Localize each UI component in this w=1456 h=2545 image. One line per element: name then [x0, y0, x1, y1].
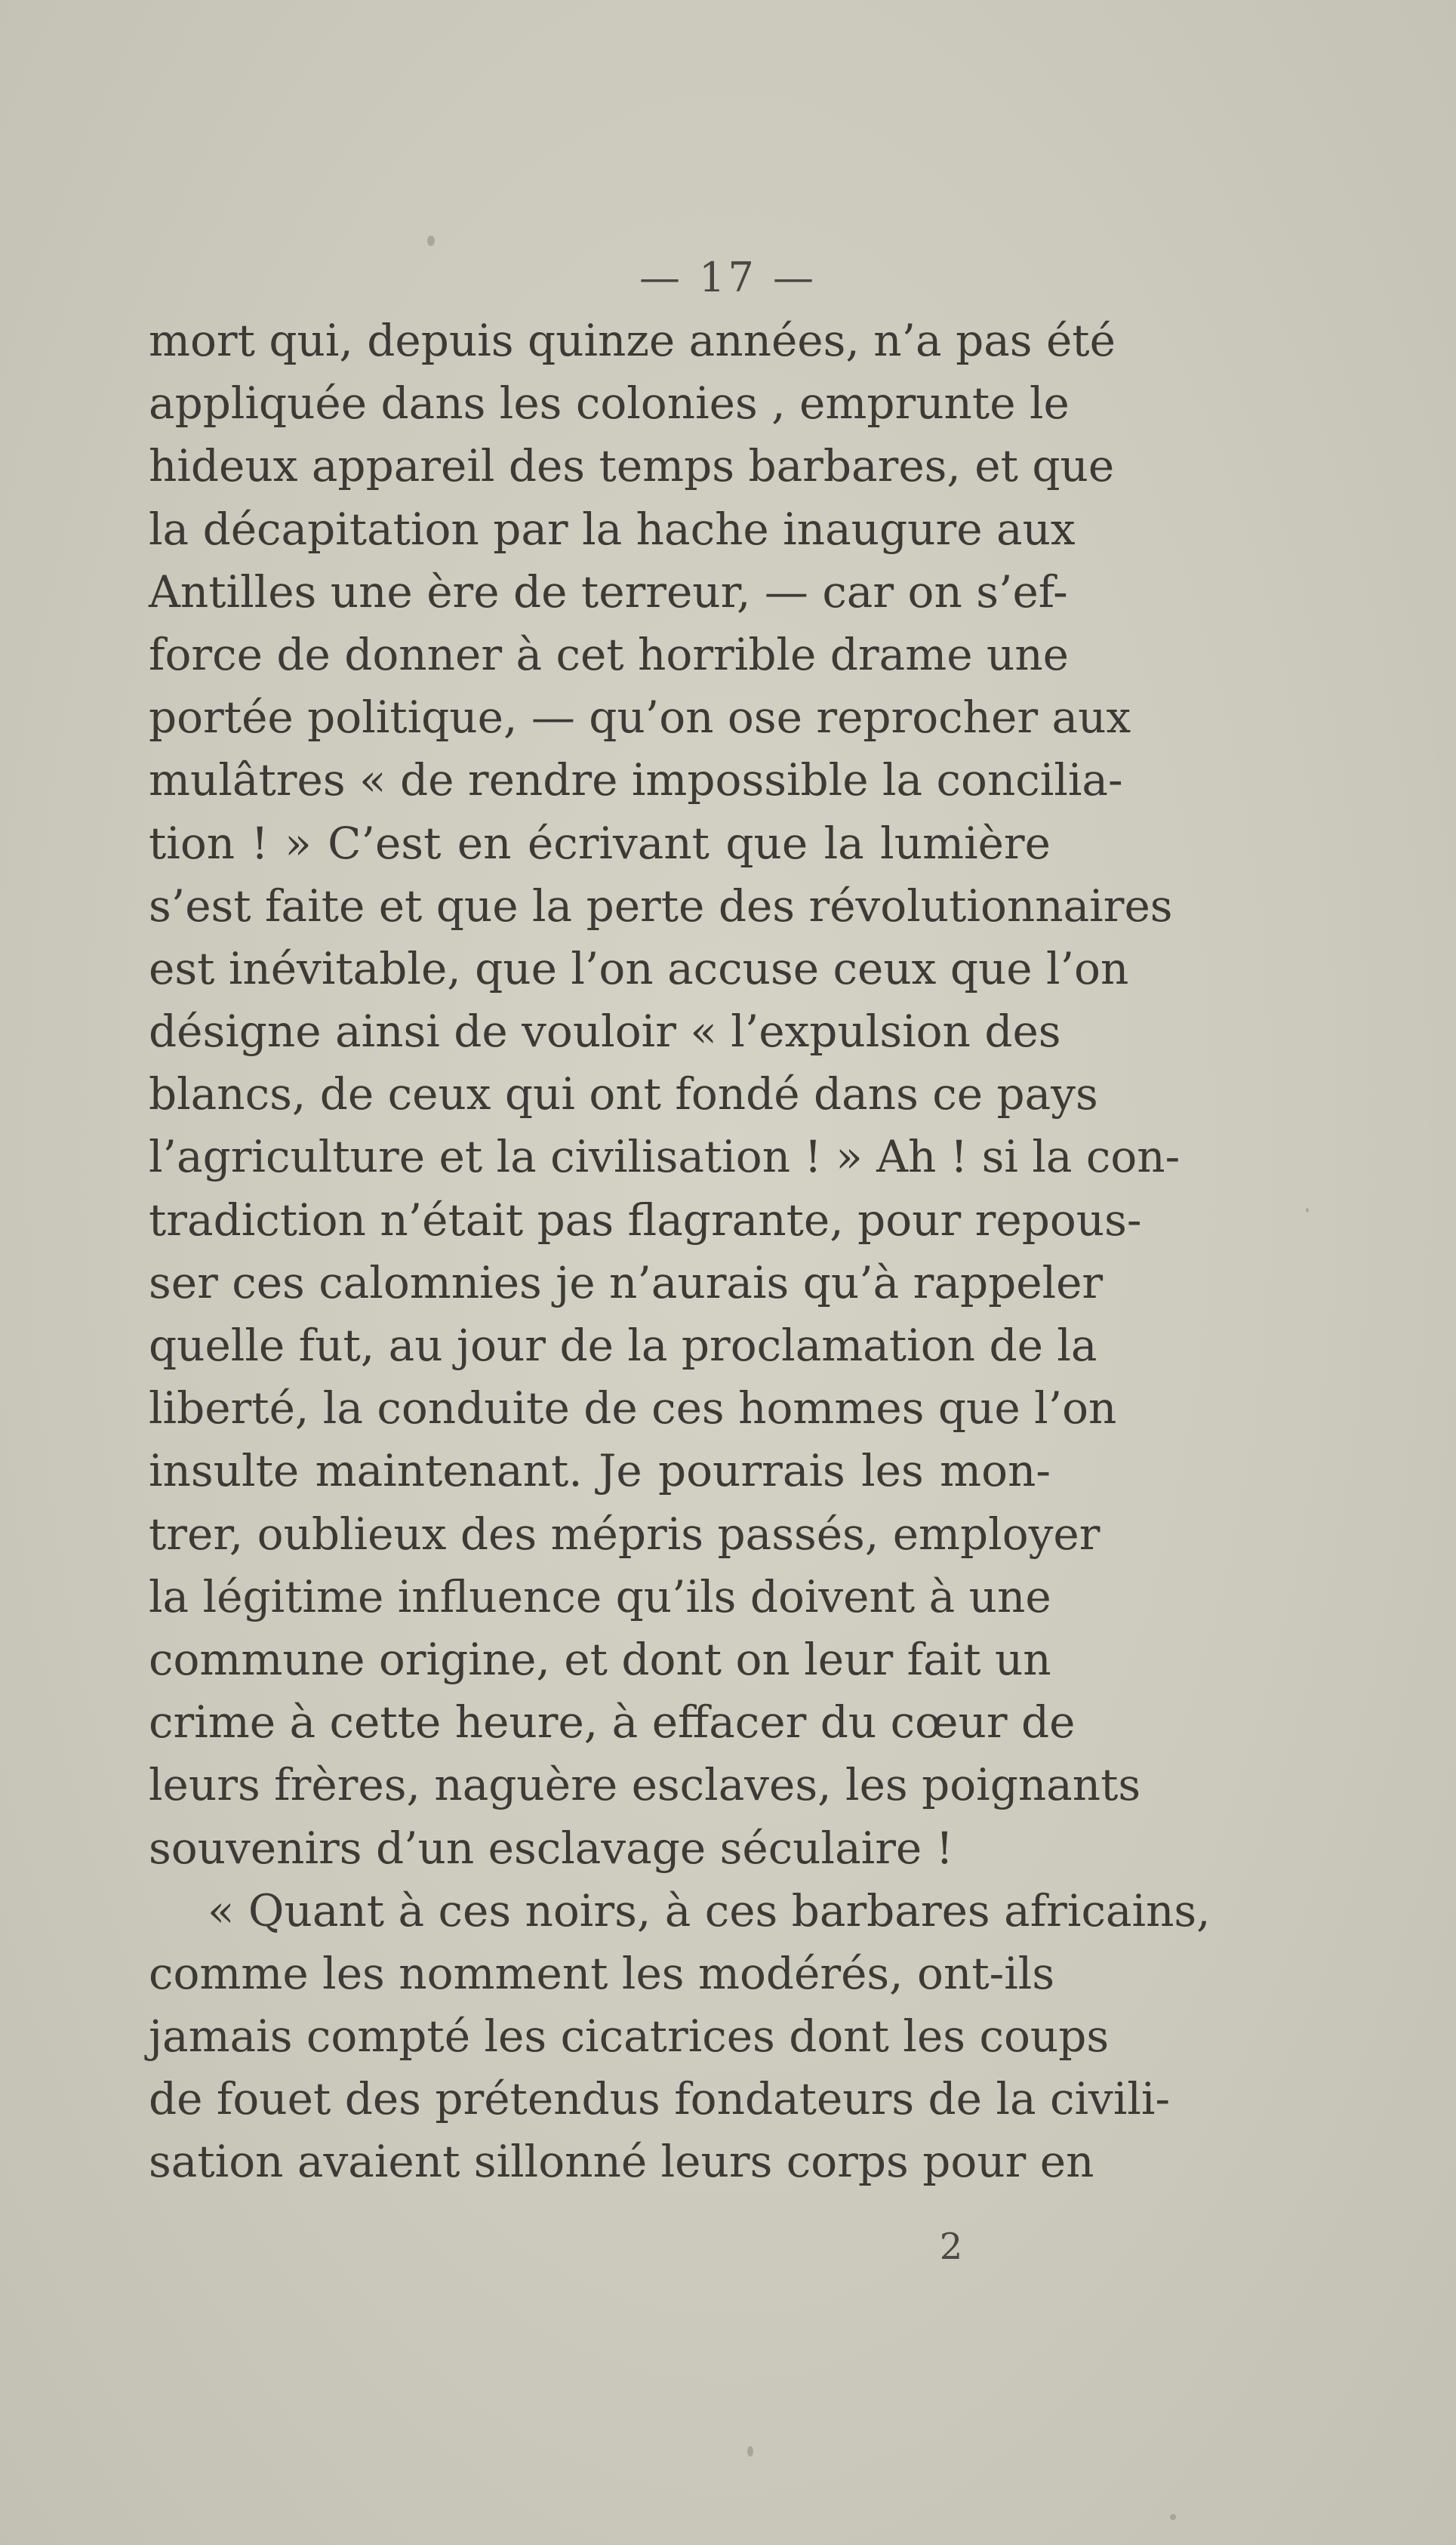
text-line: tradiction n’était pas flagrante, pour repous- — [149, 1194, 1142, 1246]
text-line: portée politique, — qu’on ose reprocher aux — [149, 692, 1131, 744]
page-number: — 17 — — [639, 254, 817, 301]
text-line: jamais compté les cicatrices dont les coups — [149, 2010, 1110, 2063]
text-line: Antilles une ère de terreur, — car on s’ef- — [149, 565, 1068, 618]
text-line: la légitime influence qu’ils doivent à une — [149, 1570, 1051, 1622]
text-line: est inévitable, que l’on accuse ceux que l’on — [149, 942, 1129, 994]
text-line: tion ! » C’est en écrivant que la lumière — [149, 817, 1051, 869]
text-line: souvenirs d’un esclavage séculaire ! — [149, 1822, 954, 1874]
body-text — [149, 310, 1211, 2194]
text-line: force de donner à cet horrible drame une — [149, 628, 1069, 680]
paper-speck — [747, 2446, 753, 2457]
text-line: crime à cette heure, à effacer du cœur de — [149, 1696, 1076, 1749]
text-line: sation avaient sillonné leurs corps pour en — [149, 2136, 1094, 2188]
text-line: ser ces calomnies je n’aurais qu’à rappeler — [149, 1256, 1104, 1308]
text-line: leurs frères, naguère esclaves, les poignants — [149, 1759, 1141, 1811]
text-line: l’agriculture et la civilisation ! » Ah ! si la con- — [149, 1131, 1180, 1183]
text-line: commune origine, et dont on leur fait un — [149, 1633, 1051, 1685]
paper-speck — [1306, 1208, 1309, 1212]
text-line: appliquée dans les colonies , emprunte le — [149, 377, 1070, 430]
paper-speck — [1170, 2514, 1176, 2520]
text-line: quelle fut, au jour de la proclamation de la — [149, 1320, 1097, 1371]
text-line: trer, oublieux des mépris passés, employer — [149, 1508, 1100, 1560]
text-line: comme les nomment les modérés, ont-ils — [149, 1947, 1055, 1999]
text-line: désigne ainsi de vouloir « l’expulsion des — [149, 1006, 1061, 1058]
paper-speck — [427, 236, 435, 246]
text-line: s’est faite et que la perte des révolutionnaires — [149, 880, 1173, 932]
text-line: de fouet des prétendus fondateurs de la civili- — [149, 2073, 1171, 2125]
text-line: liberté, la conduite de ces hommes que l’on — [149, 1382, 1117, 1434]
text-line: blancs, de ceux qui ont fondé dans ce pays — [149, 1068, 1098, 1120]
text-line: la décapitation par la hache inaugure aux — [149, 503, 1076, 555]
text-line: mulâtres « de rendre impossible la concilia- — [149, 754, 1123, 806]
signature-mark: 2 — [939, 2226, 963, 2268]
text-line: mort qui, depuis quinze années, n’a pas été — [149, 315, 1116, 366]
text-line: « Quant à ces noirs, à ces barbares africains, — [208, 1884, 1211, 1936]
text-line: insulte maintenant. Je pourrais les mon- — [149, 1445, 1051, 1497]
text-line: hideux appareil des temps barbares, et que — [149, 440, 1115, 492]
